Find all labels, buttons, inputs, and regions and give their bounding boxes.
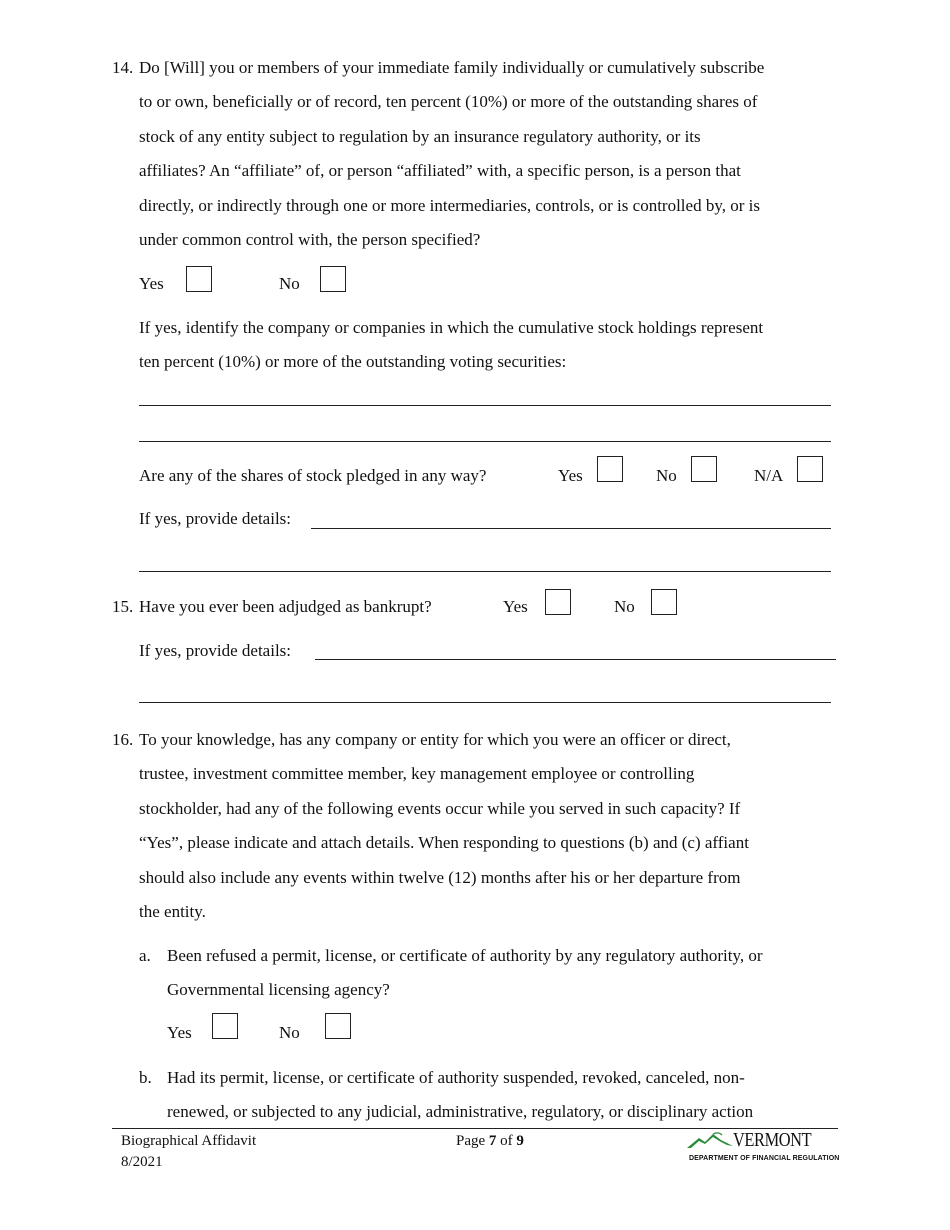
page-current: 7 (488, 1133, 497, 1149)
q16-line: trustee, investment committee member, key management employee or controlling (139, 764, 695, 783)
q14-no-checkbox[interactable] (320, 266, 346, 292)
logo-wordmark: VERMONT (733, 1129, 812, 1151)
q14-line: to or own, beneficially or of record, ten percent (10%) or more of the outstanding shares of (139, 92, 758, 111)
q14-line: affiliates? An “affiliate” of, or person “affiliated” with, a specific person, is a person that (139, 161, 741, 180)
q14-pledged-no-label: No (656, 466, 677, 485)
q14-line: stock of any entity subject to regulation by an insurance regulatory authority, or its (139, 127, 701, 146)
q15-question: Have you ever been adjudged as bankrupt? (139, 597, 432, 616)
q14-ifyes-line: ten percent (10%) or more of the outstanding voting securities: (139, 352, 567, 371)
q14-yes-checkbox[interactable] (186, 266, 212, 292)
q14-line: directly, or indirectly through one or more intermediaries, controls, or is controlled by, or is (139, 196, 760, 215)
q14-company-answer-line[interactable] (139, 405, 831, 406)
q14-details-label: If yes, provide details: (139, 509, 292, 528)
q16-line: the entity. (139, 902, 206, 921)
q15-details-line[interactable] (139, 702, 831, 703)
q14-ifyes-line: If yes, identify the company or companies in which the cumulative stock holdings represent (139, 318, 764, 337)
q14-pledged-na-label: N/A (754, 466, 784, 485)
q14-pledged-yes-label: Yes (558, 466, 583, 485)
q15-no-checkbox[interactable] (651, 589, 677, 615)
q14-pledged-question: Are any of the shares of stock pledged in any way? (139, 466, 487, 485)
q16-line: “Yes”, please indicate and attach details. When responding to questions (b) and (c) affiant (139, 833, 749, 852)
q16a-line: Governmental licensing agency? (167, 980, 390, 999)
vermont-dfr-logo (687, 1129, 840, 1166)
q16a-no-checkbox[interactable] (325, 1013, 351, 1039)
footer-date: 8/2021 (121, 1154, 163, 1170)
q14-company-answer-line[interactable] (139, 441, 831, 442)
q15-yes-checkbox[interactable] (545, 589, 571, 615)
q14-pledged-na-checkbox[interactable] (797, 456, 823, 482)
q16a-label: a. (139, 946, 151, 965)
q14-yes-label: Yes (139, 274, 164, 293)
q16b-label: b. (139, 1068, 152, 1087)
q16a-no-label: No (279, 1023, 300, 1042)
q16-line: To your knowledge, has any company or entity for which you were an officer or direct, (139, 730, 731, 749)
q14-line: Do [Will] you or members of your immediate family individually or cumulatively subscribe (139, 58, 765, 77)
page-total: 9 (516, 1133, 524, 1149)
q14-line: under common control with, the person specified? (139, 230, 481, 249)
page-of: of (496, 1133, 517, 1149)
q15-no-label: No (614, 597, 635, 616)
logo-subtitle: DEPARTMENT OF FINANCIAL REGULATION (689, 1155, 840, 1162)
q16-line: should also include any events within twelve (12) months after his or her departure from (139, 868, 741, 887)
q16b-line: Had its permit, license, or certificate of authority suspended, revoked, canceled, non- (167, 1068, 745, 1087)
footer-doc-title: Biographical Affidavit (121, 1133, 257, 1149)
q16a-yes-label: Yes (167, 1023, 192, 1042)
footer-rule (112, 1128, 838, 1129)
q16a-yes-checkbox[interactable] (212, 1013, 238, 1039)
q14-details-line[interactable] (311, 528, 831, 529)
q14-no-label: No (279, 274, 300, 293)
q15-details-label: If yes, provide details: (139, 641, 292, 660)
q16a-line: Been refused a permit, license, or certificate of authority by any regulatory authority, or (167, 946, 763, 965)
question-14-number: 14. (112, 58, 134, 77)
q15-yes-label: Yes (503, 597, 528, 616)
page-prefix: Page (456, 1133, 489, 1149)
question-15-number: 15. (112, 597, 134, 616)
q15-details-line[interactable] (315, 659, 836, 660)
mountain-logo-icon (687, 1132, 733, 1150)
question-16-number: 16. (112, 730, 134, 749)
q14-details-line[interactable] (139, 571, 831, 572)
q16b-line: renewed, or subjected to any judicial, administrative, regulatory, or disciplinary action (167, 1102, 754, 1121)
q14-pledged-no-checkbox[interactable] (691, 456, 717, 482)
q14-pledged-yes-checkbox[interactable] (597, 456, 623, 482)
footer-page-number (456, 1133, 524, 1150)
q16-line: stockholder, had any of the following events occur while you served in such capacity? If (139, 799, 741, 818)
